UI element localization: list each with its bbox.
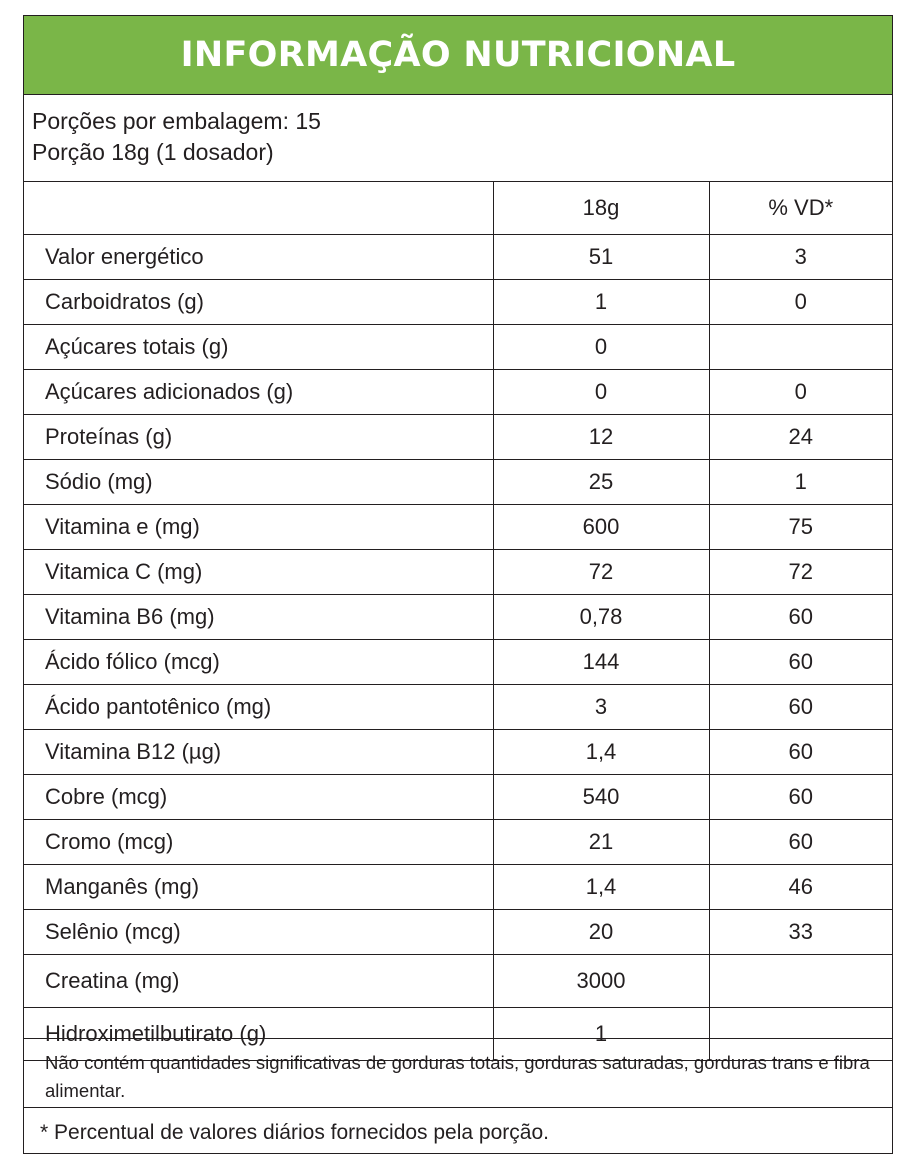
nutrient-amount: 21 <box>493 820 709 865</box>
daily-value-footnote: * Percentual de valores diários fornecidos pela porção. <box>40 1121 549 1144</box>
table-row <box>24 730 892 775</box>
nutrient-name: Ácido fólico (mcg) <box>24 640 493 685</box>
nutrient-name: Proteínas (g) <box>24 415 493 460</box>
servings-per-package: Porções por embalagem: 15 <box>32 108 321 134</box>
nutrient-daily-value: 33 <box>709 910 892 955</box>
table-row <box>24 595 892 640</box>
nutrient-daily-value: 60 <box>709 775 892 820</box>
nutrient-name: Açúcares totais (g) <box>24 325 493 370</box>
not-significant-note: Não contém quantidades significativas de gorduras totais, gorduras saturadas, gorduras trans e fibra alimentar. <box>24 1038 892 1108</box>
nutrient-daily-value: 60 <box>709 595 892 640</box>
nutrient-amount: 1,4 <box>493 865 709 910</box>
table-row <box>24 370 892 415</box>
nutrient-amount: 25 <box>493 460 709 505</box>
nutrient-amount: 0 <box>493 370 709 415</box>
nutrient-amount: 1,4 <box>493 730 709 775</box>
nutrient-amount: 3000 <box>493 955 709 1008</box>
nutrient-amount: 0 <box>493 325 709 370</box>
nutrient-name: Manganês (mg) <box>24 865 493 910</box>
nutrient-name: Creatina (mg) <box>24 955 493 1008</box>
table-row <box>24 640 892 685</box>
nutrient-name: Carboidratos (g) <box>24 280 493 325</box>
table-row <box>24 460 892 505</box>
table-row <box>24 955 892 1008</box>
table-row <box>24 775 892 820</box>
table-row <box>24 910 892 955</box>
nutrient-amount: 20 <box>493 910 709 955</box>
nutrient-daily-value: 60 <box>709 685 892 730</box>
nutrient-daily-value: 0 <box>709 280 892 325</box>
nutrient-name: Hidroximetilbutirato (g) <box>24 1008 493 1061</box>
nutrient-daily-value: 60 <box>709 640 892 685</box>
nutrient-daily-value: 75 <box>709 505 892 550</box>
nutrient-name: Vitamina B12 (µg) <box>24 730 493 775</box>
nutrient-amount: 51 <box>493 235 709 280</box>
nutrient-amount: 1 <box>493 280 709 325</box>
nutrition-table <box>24 182 892 1061</box>
nutrient-amount: 72 <box>493 550 709 595</box>
nutrient-name: Vitamina e (mg) <box>24 505 493 550</box>
nutrient-amount: 144 <box>493 640 709 685</box>
serving-info <box>24 94 892 182</box>
nutrient-amount: 540 <box>493 775 709 820</box>
nutrient-amount: 1 <box>493 1008 709 1061</box>
column-header-nutrient <box>24 182 493 235</box>
table-row <box>24 325 892 370</box>
nutrient-daily-value: 60 <box>709 730 892 775</box>
table-row <box>24 865 892 910</box>
nutrition-title: INFORMAÇÃO NUTRICIONAL <box>24 16 892 95</box>
nutrient-daily-value: 60 <box>709 820 892 865</box>
nutrient-daily-value <box>709 325 892 370</box>
nutrient-daily-value: 24 <box>709 415 892 460</box>
nutrient-name: Vitamica C (mg) <box>24 550 493 595</box>
table-row <box>24 820 892 865</box>
column-header-amount: 18g <box>493 182 709 235</box>
table-row <box>24 505 892 550</box>
table-row <box>24 685 892 730</box>
portion-size: Porção 18g (1 dosador) <box>32 139 274 165</box>
table-row <box>24 280 892 325</box>
nutrient-name: Ácido pantotênico (mg) <box>24 685 493 730</box>
nutrient-daily-value: 72 <box>709 550 892 595</box>
nutrition-facts-panel <box>23 15 893 1154</box>
nutrient-amount: 600 <box>493 505 709 550</box>
nutrient-daily-value: 46 <box>709 865 892 910</box>
nutrient-daily-value: 3 <box>709 235 892 280</box>
nutrient-amount: 3 <box>493 685 709 730</box>
table-header-row <box>24 182 892 235</box>
nutrient-name: Sódio (mg) <box>24 460 493 505</box>
table-row <box>24 550 892 595</box>
table-row <box>24 415 892 460</box>
nutrient-amount: 0,78 <box>493 595 709 640</box>
nutrient-daily-value: 0 <box>709 370 892 415</box>
nutrient-name: Valor energético <box>24 235 493 280</box>
table-row <box>24 235 892 280</box>
nutrient-name: Açúcares adicionados (g) <box>24 370 493 415</box>
nutrient-name: Vitamina B6 (mg) <box>24 595 493 640</box>
nutrient-name: Cromo (mcg) <box>24 820 493 865</box>
nutrient-daily-value: 1 <box>709 460 892 505</box>
nutrient-name: Cobre (mcg) <box>24 775 493 820</box>
nutrient-amount: 12 <box>493 415 709 460</box>
column-header-daily-value: % VD* <box>709 182 892 235</box>
nutrient-name: Selênio (mcg) <box>24 910 493 955</box>
nutrient-daily-value <box>709 955 892 1008</box>
